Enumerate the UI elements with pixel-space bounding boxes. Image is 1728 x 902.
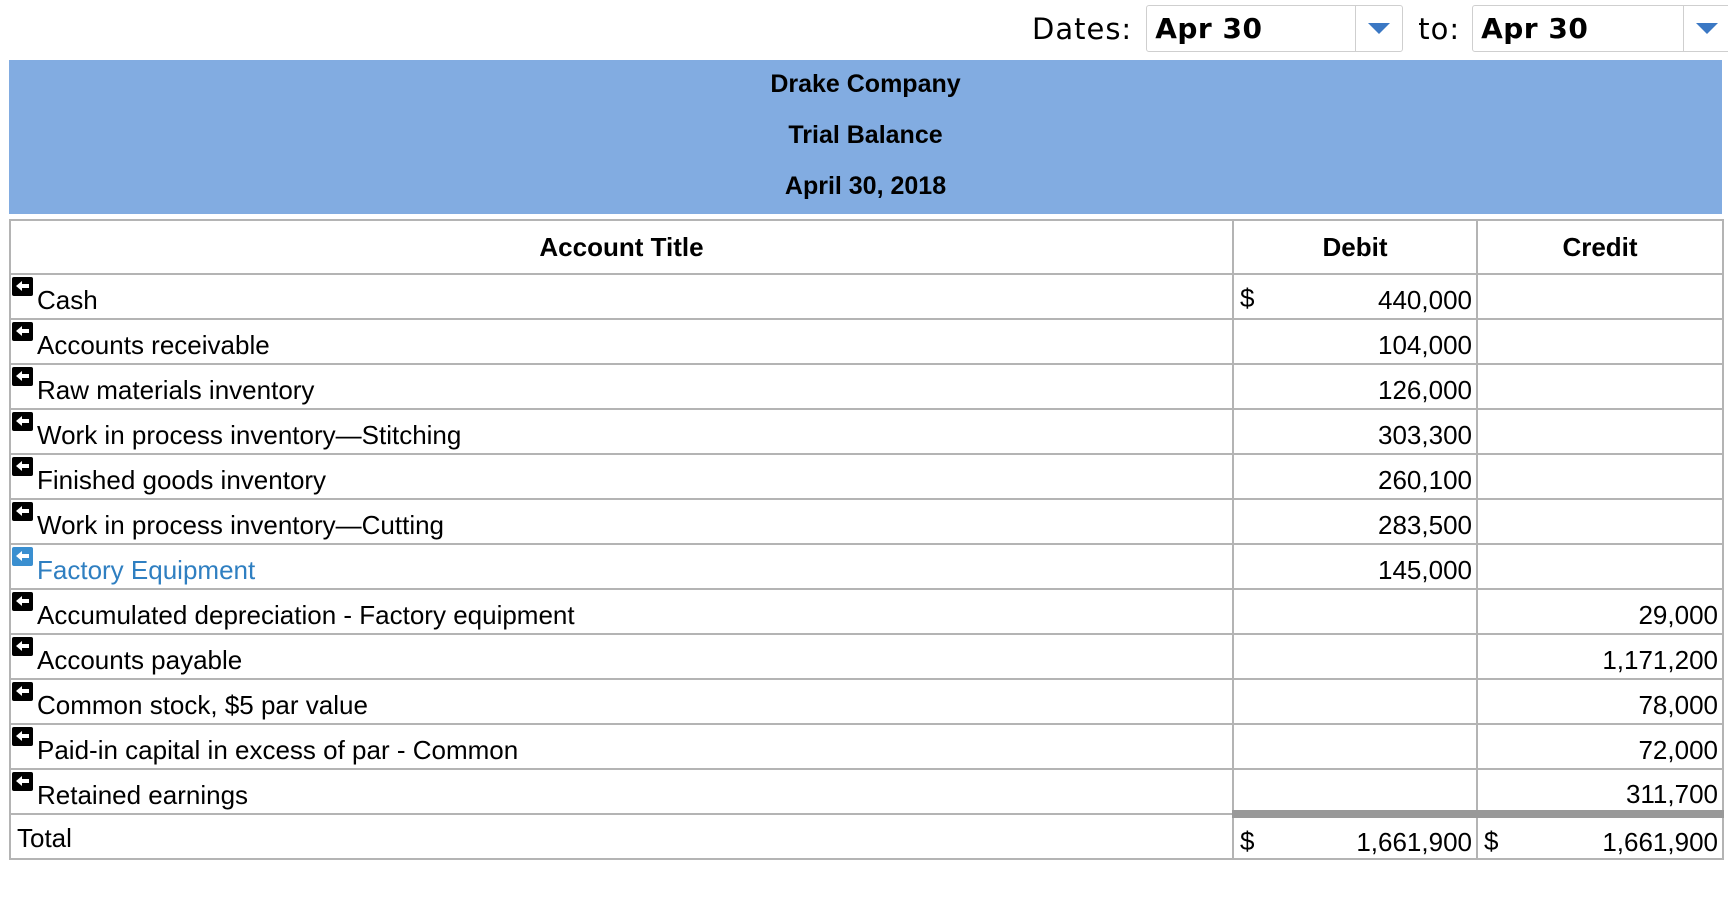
table-row (10, 319, 1723, 364)
table-row (10, 409, 1723, 454)
debit-cell (1233, 274, 1477, 319)
table-row (10, 274, 1723, 319)
to-date-value: Apr 30 (1481, 12, 1589, 45)
debit-cell (1233, 364, 1477, 409)
return-arrow-icon[interactable] (12, 322, 33, 341)
return-arrow-icon[interactable] (12, 277, 33, 296)
return-arrow-icon[interactable] (12, 457, 33, 476)
debit-cell (1233, 679, 1477, 724)
credit-cell (1477, 544, 1723, 589)
table-row (10, 679, 1723, 724)
dates-bar (1032, 4, 1728, 53)
debit-value: 303,300 (1378, 420, 1472, 450)
account-cell[interactable] (10, 634, 1233, 679)
return-arrow-icon[interactable] (12, 412, 33, 431)
account-cell[interactable] (10, 724, 1233, 769)
credit-cell (1477, 589, 1723, 634)
credit-value: 78,000 (1638, 690, 1718, 720)
chevron-down-icon (1696, 23, 1718, 34)
account-title: Cash (37, 285, 98, 315)
debit-value: 283,500 (1378, 510, 1472, 540)
account-title: Accounts receivable (37, 330, 270, 360)
return-arrow-icon[interactable] (12, 367, 33, 386)
return-arrow-icon[interactable] (12, 637, 33, 656)
credit-cell (1477, 409, 1723, 454)
total-label: Total (17, 823, 72, 853)
debit-value: 440,000 (1378, 285, 1472, 315)
total-row (10, 814, 1723, 859)
account-title: Finished goods inventory (37, 465, 327, 495)
debit-value: 145,000 (1378, 555, 1472, 585)
company-name: Drake Company (770, 70, 961, 98)
account-title-header: Account Title (10, 220, 1233, 274)
account-cell[interactable] (10, 544, 1233, 589)
total-credit-dollar: $ (1484, 826, 1499, 856)
table-row (10, 499, 1723, 544)
debit-value: 126,000 (1378, 375, 1472, 405)
total-credit-value: 1,661,900 (1602, 826, 1718, 857)
total-label-cell (10, 814, 1233, 859)
account-title: Accounts payable (37, 645, 243, 675)
account-title: Work in process inventory—Stitching (37, 420, 462, 450)
table-row (10, 724, 1723, 769)
table-row (10, 454, 1723, 499)
account-cell[interactable] (10, 769, 1233, 814)
account-cell[interactable] (10, 319, 1233, 364)
debit-cell (1233, 589, 1477, 634)
credit-cell (1477, 634, 1723, 679)
credit-header: Credit (1477, 220, 1723, 274)
account-title: Work in process inventory—Cutting (37, 510, 445, 540)
dates-label: Dates: (1032, 11, 1133, 46)
return-arrow-icon[interactable] (12, 592, 33, 611)
from-date-dropdown-button[interactable] (1355, 6, 1402, 51)
account-cell[interactable] (10, 274, 1233, 319)
account-cell[interactable] (10, 499, 1233, 544)
total-credit-cell (1477, 814, 1723, 859)
total-debit-cell (1233, 814, 1477, 859)
return-arrow-icon[interactable] (12, 772, 33, 791)
account-title: Retained earnings (37, 780, 249, 810)
credit-cell (1477, 274, 1723, 319)
account-cell[interactable] (10, 454, 1233, 499)
account-title: Accumulated depreciation - Factory equipment (37, 600, 575, 630)
return-arrow-icon[interactable] (12, 682, 33, 701)
report-date: April 30, 2018 (784, 172, 947, 200)
to-date-select[interactable] (1472, 5, 1728, 52)
table-row (10, 769, 1723, 814)
trial-balance-table (9, 219, 1724, 860)
credit-cell (1477, 319, 1723, 364)
account-cell[interactable] (10, 409, 1233, 454)
credit-value: 1,171,200 (1602, 645, 1718, 675)
return-arrow-icon[interactable] (12, 502, 33, 521)
credit-value: 311,700 (1625, 778, 1718, 809)
account-title: Factory Equipment (37, 555, 256, 585)
credit-cell (1477, 679, 1723, 724)
to-date-dropdown-button[interactable] (1683, 6, 1728, 51)
total-debit-dollar: $ (1240, 826, 1255, 856)
debit-cell (1233, 724, 1477, 769)
debit-cell (1233, 769, 1477, 814)
account-cell[interactable] (10, 589, 1233, 634)
debit-cell (1233, 499, 1477, 544)
report-title: Trial Balance (788, 121, 943, 149)
table-body (10, 274, 1723, 814)
debit-value: 260,100 (1378, 465, 1472, 495)
from-date-value: Apr 30 (1155, 12, 1263, 45)
debit-cell (1233, 544, 1477, 589)
account-title: Common stock, $5 par value (37, 690, 368, 720)
table-row (10, 364, 1723, 409)
table-row (10, 544, 1723, 589)
return-arrow-icon[interactable] (12, 547, 33, 566)
return-arrow-icon[interactable] (12, 727, 33, 746)
chevron-down-icon (1368, 23, 1390, 34)
credit-cell (1477, 364, 1723, 409)
credit-cell (1477, 454, 1723, 499)
to-label: to: (1418, 11, 1461, 46)
account-cell[interactable] (10, 364, 1233, 409)
account-title: Raw materials inventory (37, 375, 315, 405)
debit-header: Debit (1233, 220, 1477, 274)
table-row (10, 634, 1723, 679)
debit-cell (1233, 319, 1477, 364)
total-debit-value: 1,661,900 (1356, 826, 1472, 857)
account-cell[interactable] (10, 679, 1233, 724)
report-header (9, 60, 1722, 214)
table-header-row (10, 220, 1723, 274)
credit-value: 29,000 (1638, 600, 1718, 630)
credit-cell (1477, 769, 1723, 814)
from-date-select[interactable] (1146, 5, 1403, 52)
debit-cell (1233, 454, 1477, 499)
credit-cell (1477, 499, 1723, 544)
debit-cell (1233, 634, 1477, 679)
debit-dollar-sign: $ (1240, 283, 1255, 313)
credit-cell (1477, 724, 1723, 769)
credit-value: 72,000 (1638, 735, 1718, 765)
account-title: Paid-in capital in excess of par - Common (37, 735, 519, 765)
debit-cell (1233, 409, 1477, 454)
debit-value: 104,000 (1378, 330, 1472, 360)
table-row (10, 589, 1723, 634)
